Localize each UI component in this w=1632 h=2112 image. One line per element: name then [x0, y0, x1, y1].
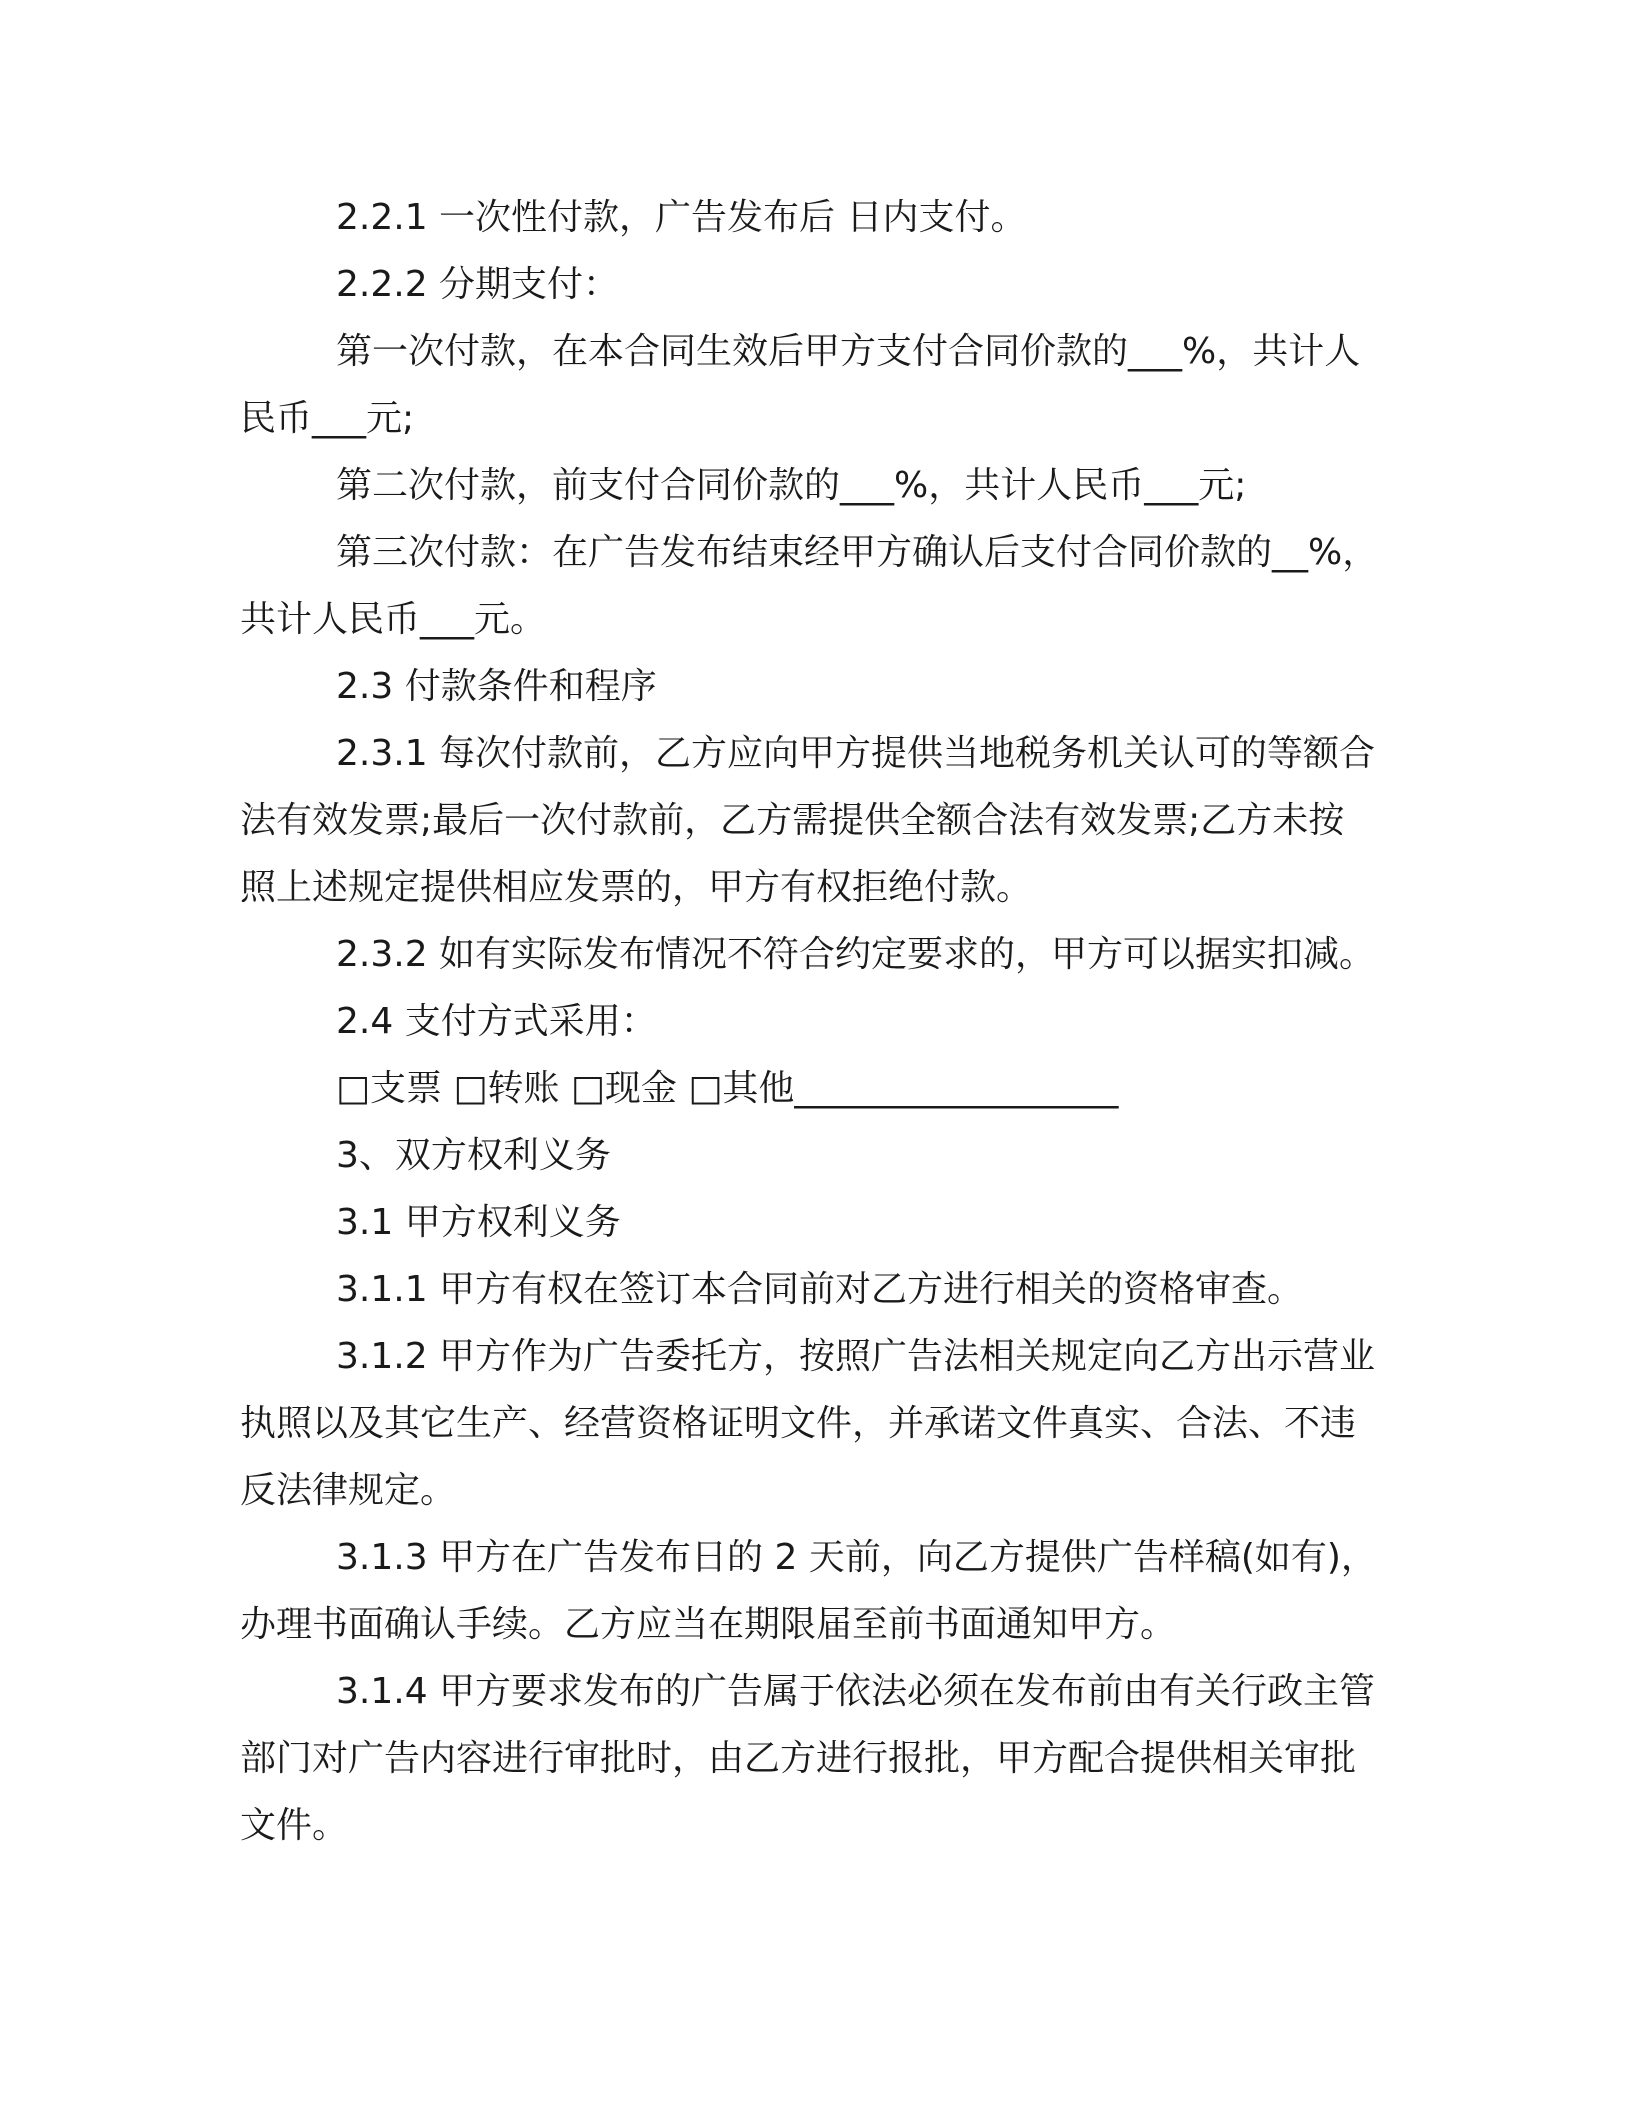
- clause-3-1-3: 3.1.3 甲方在广告发布日的 2 天前，向乙方提供广告样稿(如有)，办理书面确认手续。乙方应当在期限届至前书面通知甲方。: [240, 1537, 1377, 1645]
- clause-2-3-2: 2.3.2 如有实际发布情况不符合约定要求的，甲方可以据实扣减。: [336, 934, 1376, 975]
- first-payment: 第一次付款，在本合同生效后甲方支付合同价款的___%，共计人民币___元;: [240, 331, 1361, 439]
- second-payment: 第二次付款，前支付合同价款的___%，共计人民币___元;: [336, 465, 1247, 506]
- payment-method-options: □支票 □转账 □现金 □其他__________________: [336, 1068, 1119, 1109]
- clause-3-1-2: 3.1.2 甲方作为广告委托方，按照广告法相关规定向乙方出示营业执照以及其它生产、经营资格证明文件，并承诺文件真实、合法、不违反法律规定。: [240, 1336, 1376, 1511]
- clause-2-3: 2.3 付款条件和程序: [336, 666, 657, 707]
- clause-2-3-1: 2.3.1 每次付款前，乙方应向甲方提供当地税务机关认可的等额合法有效发票;最后一次付款前，乙方需提供全额合法有效发票;乙方未按照上述规定提供相应发票的，甲方有权拒绝付款。: [240, 733, 1376, 908]
- clause-3-1-1: 3.1.1 甲方有权在签订本合同前对乙方进行相关的资格审查。: [336, 1269, 1304, 1310]
- clause-2-2-2: 2.2.2 分期支付：: [336, 264, 620, 305]
- section-3-heading: 3、双方权利义务: [336, 1135, 611, 1176]
- document-body: [240, 184, 1380, 1859]
- clause-3-1-4: 3.1.4 甲方要求发布的广告属于依法必须在发布前由有关行政主管部门对广告内容进行审批时，由乙方进行报批，甲方配合提供相关审批文件。: [240, 1671, 1376, 1846]
- clause-2-4: 2.4 支付方式采用：: [336, 1001, 657, 1042]
- clause-3-1: 3.1 甲方权利义务: [336, 1202, 621, 1243]
- third-payment: 第三次付款：在广告发布结束经甲方确认后支付合同价款的__%，共计人民币___元。: [240, 532, 1379, 640]
- clause-2-2-1: 2.2.1 一次性付款，广告发布后 日内支付。: [336, 197, 1027, 238]
